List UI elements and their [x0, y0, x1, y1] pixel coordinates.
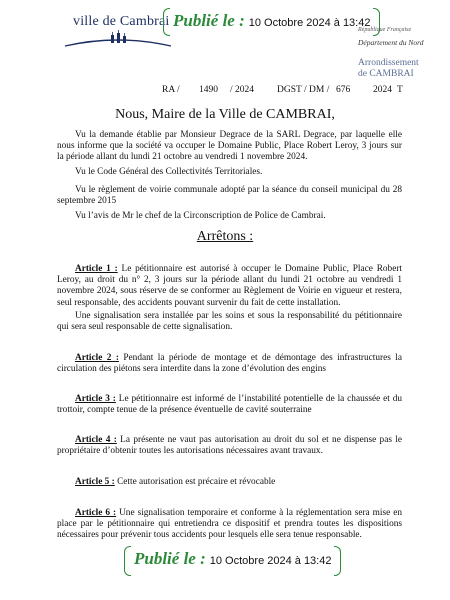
article-1-label: Article 1 : — [75, 264, 118, 274]
stamp-date: 10 Octobre 2024 à 13:42 — [248, 17, 371, 29]
arrondissement-city: de CAMBRAI — [358, 69, 414, 79]
stamp-date: 10 Octobre 2024 à 13:42 — [209, 555, 332, 567]
arretons-heading: Arrêtons : — [196, 229, 254, 244]
article-3-label: Article 3 : — [75, 394, 116, 404]
dgst-label: DGST / DM / — [277, 85, 330, 95]
arrondissement-label: Arrondissement — [358, 58, 419, 68]
stamp-label: Publié le : — [173, 11, 245, 30]
vu-paragraph-1: Vu la demande établie par Monsieur Degrace de la SARL Degrace, par laquelle elle nous informe que la société va occuper le Domaine Public, Place Robert Leroy, 3 jours sur la période allant du lundi 21 octobre au vendredi 1 novembre 2024. — [57, 130, 402, 163]
city-logo-text: ville de Cambrai — [73, 14, 170, 29]
article-2-label: Article 2 : — [75, 353, 119, 363]
article-2: Article 2 : Pendant la période de montage et de démontage des infrastructures la circulation des piétons sera interdite dans la zone d’évolution des engins — [57, 353, 402, 375]
article-3: Article 3 : Le pétitionnaire est informé de l’instabilité potentielle de la chaussée et du trottoir, compte tenue de la présence éventuelle de cavité souterraine — [57, 394, 403, 416]
article-5: Article 5 : Cette autorisation est précaire et révocable — [75, 477, 276, 487]
ra-year: / 2024 — [230, 85, 255, 95]
vu-paragraph-3: Vu le règlement de voirie communale adopté par la séance du conseil municipal du 28 septembre 2015 — [57, 185, 402, 207]
dgst-suffix: T — [397, 85, 403, 95]
article-1-signalisation: Une signalisation sera installée par les soins et sous la responsabilité du pétitionnaire qui sera seul responsable de cette signalisation. — [57, 311, 402, 333]
article-4-label: Article 4 : — [75, 435, 117, 445]
vu-paragraph-4: Vu l’avis de Mr le chef de la Circonscription de Police de Cambrai. — [75, 211, 326, 221]
city-logo-skyline-icon — [63, 30, 173, 50]
stamp-label: Publié le : — [134, 549, 206, 568]
article-5-label: Article 5 : — [75, 477, 115, 487]
vu-paragraph-2: Vu le Code Général des Collectivités Territoriales. — [75, 167, 263, 177]
ra-label: RA / — [162, 85, 180, 95]
article-4: Article 4 : La présente ne vaut pas autorisation au droit du sol et ne dispense pas le propriétaire d’obtenir toutes les autorisations nécessaires avant travaux. — [57, 435, 403, 457]
departement-label: Département du Nord — [358, 38, 424, 47]
publication-stamp-top — [163, 8, 380, 34]
ra-number: 1490 — [199, 85, 218, 95]
article-6-label: Article 6 : — [75, 508, 117, 518]
article-1: Article 1 : Le pétitionnaire est autorisé à occuper le Domaine Public, Place Robert Leroy, au droit du n° 2, 3 jours sur la période allant du lundi 21 octobre au vendredi 1 novembre 2024, sous réserve de se conformer au Règlement de Voirie en vigueur et restera, seul responsable, des accidents pouvant survenir du fait de cette installation. — [57, 264, 403, 308]
page-title: Nous, Maire de la Ville de CAMBRAI, — [115, 107, 335, 122]
dgst-number: 676 — [336, 85, 351, 95]
article-6: Article 6 : Une signalisation temporaire et conforme à la réglementation sera mise en place par le pétitionnaire qui entretiendra ce dispositif et prendra toutes les dispositions nécessaires pour prévenir tous accidents pour lesquels elle sera tenue responsable. — [57, 508, 403, 541]
publication-stamp-bottom — [124, 546, 341, 574]
republique-label: République Française — [358, 27, 412, 33]
dgst-year: 2024 — [373, 85, 392, 95]
